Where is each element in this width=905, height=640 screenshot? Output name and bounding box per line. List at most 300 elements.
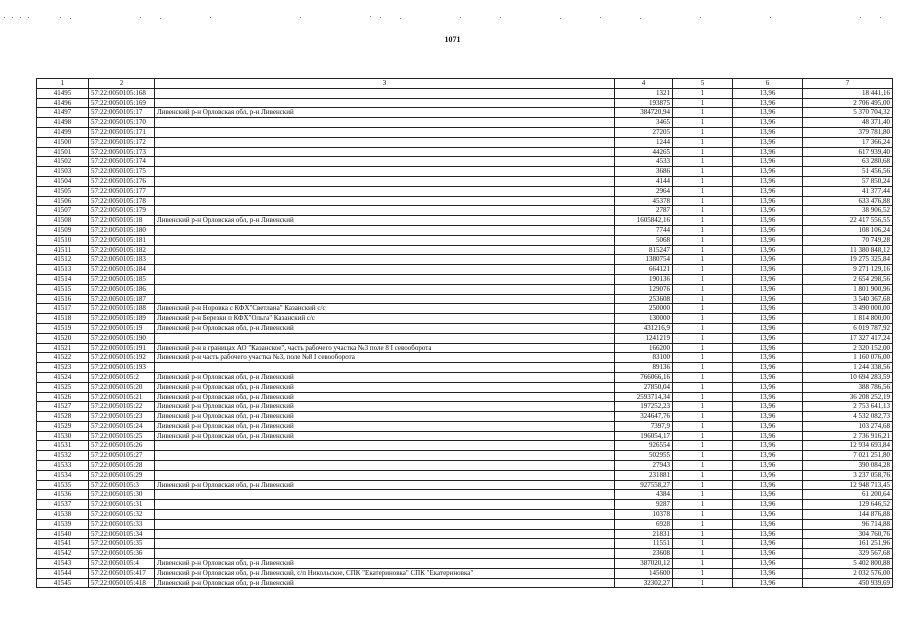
value-cell: 129 646,52 <box>803 500 893 510</box>
quantity-cell: 1 <box>673 304 733 314</box>
cadastral-number-cell: 57:22:0050105:35 <box>89 539 155 549</box>
area-cell: 45378 <box>615 196 673 206</box>
rate-cell: 13,96 <box>733 147 803 157</box>
row-number-cell: 41533 <box>37 461 89 471</box>
page-number: 1071 <box>444 35 461 44</box>
value-cell: 17 366,24 <box>803 137 893 147</box>
rate-cell: 13,96 <box>733 392 803 402</box>
area-cell: 253608 <box>615 294 673 304</box>
quantity-cell: 1 <box>673 206 733 216</box>
cadastral-number-cell: 57:22:0050105:28 <box>89 461 155 471</box>
table-row <box>37 304 893 314</box>
table-row <box>37 225 893 235</box>
cadastral-number-cell: 57:22:0050105:34 <box>89 529 155 539</box>
area-cell: 10378 <box>615 510 673 520</box>
address-cell: Ливенский р-н часть рабочего участка №3, поле №8 I севооборота <box>155 353 615 363</box>
quantity-cell: 1 <box>673 363 733 373</box>
table-row <box>37 500 893 510</box>
address-cell <box>155 274 615 284</box>
table-row <box>37 294 893 304</box>
rate-cell: 13,96 <box>733 363 803 373</box>
cadastral-number-cell: 57:22:0050105:172 <box>89 137 155 147</box>
rate-cell: 13,96 <box>733 314 803 324</box>
area-cell: 130000 <box>615 314 673 324</box>
area-cell: 190136 <box>615 274 673 284</box>
quantity-cell: 1 <box>673 127 733 137</box>
row-number-cell: 41503 <box>37 167 89 177</box>
row-number-cell: 41542 <box>37 549 89 559</box>
value-cell: 41 377,44 <box>803 186 893 196</box>
area-cell: 1605842,16 <box>615 216 673 226</box>
value-cell: 19 275 325,84 <box>803 255 893 265</box>
cadastral-number-cell: 57:22:0050105:176 <box>89 176 155 186</box>
quantity-cell: 1 <box>673 519 733 529</box>
rate-cell: 13,96 <box>733 421 803 431</box>
cadastral-number-cell: 57:22:0050105:178 <box>89 196 155 206</box>
area-cell: 6928 <box>615 519 673 529</box>
area-cell: 926554 <box>615 441 673 451</box>
quantity-cell: 1 <box>673 225 733 235</box>
table-row <box>37 392 893 402</box>
cadastral-number-cell: 57:22:0050105:180 <box>89 225 155 235</box>
rate-cell: 13,96 <box>733 323 803 333</box>
row-number-cell: 41515 <box>37 284 89 294</box>
rate-cell: 13,96 <box>733 441 803 451</box>
rate-cell: 13,96 <box>733 167 803 177</box>
quantity-cell: 1 <box>673 343 733 353</box>
rate-cell: 13,96 <box>733 304 803 314</box>
value-cell: 390 084,28 <box>803 461 893 471</box>
row-number-cell: 41538 <box>37 510 89 520</box>
row-number-cell: 41532 <box>37 451 89 461</box>
address-cell: Ливенский р-н Орловская обл, р-н Ливенский <box>155 108 615 118</box>
value-cell: 51 456,56 <box>803 167 893 177</box>
row-number-cell: 41509 <box>37 225 89 235</box>
cadastral-number-cell: 57:22:0050105:175 <box>89 167 155 177</box>
quantity-cell: 1 <box>673 314 733 324</box>
table-row <box>37 382 893 392</box>
table-row <box>37 559 893 569</box>
address-cell: Ливенский р-н Орловская обл, р-н Ливенский <box>155 323 615 333</box>
quantity-cell: 1 <box>673 108 733 118</box>
value-cell: 108 106,24 <box>803 225 893 235</box>
address-cell <box>155 176 615 186</box>
address-cell <box>155 510 615 520</box>
row-number-cell: 41520 <box>37 333 89 343</box>
value-cell: 12 934 693,84 <box>803 441 893 451</box>
cadastral-number-cell: 57:22:0050105:185 <box>89 274 155 284</box>
area-cell: 5068 <box>615 235 673 245</box>
table-row <box>37 441 893 451</box>
table-row <box>37 363 893 373</box>
cadastral-number-cell: 57:22:0050105:179 <box>89 206 155 216</box>
rate-cell: 13,96 <box>733 539 803 549</box>
table-row <box>37 245 893 255</box>
header-row <box>37 79 893 89</box>
row-number-cell: 41531 <box>37 441 89 451</box>
address-cell: Ливенский р-н Орловская обл, р-н Ливенский <box>155 382 615 392</box>
quantity-cell: 1 <box>673 441 733 451</box>
value-cell: 388 786,56 <box>803 382 893 392</box>
rate-cell: 13,96 <box>733 382 803 392</box>
area-cell: 32302,27 <box>615 578 673 588</box>
row-number-cell: 41513 <box>37 265 89 275</box>
value-cell: 103 274,68 <box>803 421 893 431</box>
table-row <box>37 529 893 539</box>
row-number-cell: 41530 <box>37 431 89 441</box>
value-cell: 2 654 298,56 <box>803 274 893 284</box>
quantity-cell: 1 <box>673 510 733 520</box>
cadastral-number-cell: 57:22:0050105:188 <box>89 304 155 314</box>
table-row <box>37 353 893 363</box>
cadastral-number-cell: 57:22:0050105:169 <box>89 98 155 108</box>
column-header: 4 <box>615 79 673 89</box>
value-cell: 11 380 848,12 <box>803 245 893 255</box>
quantity-cell: 1 <box>673 451 733 461</box>
area-cell: 193875 <box>615 98 673 108</box>
cadastral-number-cell: 57:22:0050105:183 <box>89 255 155 265</box>
table-row <box>37 578 893 588</box>
address-cell <box>155 470 615 480</box>
quantity-cell: 1 <box>673 461 733 471</box>
address-cell: Ливенский р-н Орловская обл, р-н Ливенский <box>155 392 615 402</box>
value-cell: 5 402 800,88 <box>803 559 893 569</box>
value-cell: 38 906,52 <box>803 206 893 216</box>
value-cell: 18 441,16 <box>803 88 893 98</box>
area-cell: 384720,94 <box>615 108 673 118</box>
scan-noise-dots <box>0 14 905 22</box>
cadastral-number-cell: 57:22:0050105:21 <box>89 392 155 402</box>
quantity-cell: 1 <box>673 333 733 343</box>
row-number-cell: 41506 <box>37 196 89 206</box>
cadastral-number-cell: 57:22:0050105:29 <box>89 470 155 480</box>
row-number-cell: 41511 <box>37 245 89 255</box>
quantity-cell: 1 <box>673 235 733 245</box>
cadastral-number-cell: 57:22:0050105:187 <box>89 294 155 304</box>
cadastral-number-cell: 57:22:0050105:32 <box>89 510 155 520</box>
address-cell <box>155 147 615 157</box>
area-cell: 3465 <box>615 118 673 128</box>
row-number-cell: 41504 <box>37 176 89 186</box>
quantity-cell: 1 <box>673 490 733 500</box>
area-cell: 145600 <box>615 568 673 578</box>
cadastral-number-cell: 57:22:0050105:170 <box>89 118 155 128</box>
value-cell: 4 532 082,73 <box>803 412 893 422</box>
cadastral-number-cell: 57:22:0050105:30 <box>89 490 155 500</box>
address-cell <box>155 235 615 245</box>
address-cell <box>155 363 615 373</box>
value-cell: 2 032 576,00 <box>803 568 893 578</box>
cadastral-number-cell: 57:22:0050105:174 <box>89 157 155 167</box>
table-row <box>37 333 893 343</box>
area-cell: 166200 <box>615 343 673 353</box>
row-number-cell: 41537 <box>37 500 89 510</box>
rate-cell: 13,96 <box>733 157 803 167</box>
area-cell: 7397,9 <box>615 421 673 431</box>
table-row <box>37 549 893 559</box>
rate-cell: 13,96 <box>733 412 803 422</box>
table-row <box>37 216 893 226</box>
area-cell: 2964 <box>615 186 673 196</box>
quantity-cell: 1 <box>673 568 733 578</box>
row-number-cell: 41495 <box>37 88 89 98</box>
value-cell: 36 208 252,19 <box>803 392 893 402</box>
area-cell: 9287 <box>615 500 673 510</box>
address-cell <box>155 118 615 128</box>
area-cell: 766066,16 <box>615 372 673 382</box>
value-cell: 96 714,88 <box>803 519 893 529</box>
rate-cell: 13,96 <box>733 216 803 226</box>
address-cell <box>155 196 615 206</box>
rate-cell: 13,96 <box>733 431 803 441</box>
quantity-cell: 1 <box>673 284 733 294</box>
value-cell: 12 948 713,45 <box>803 480 893 490</box>
quantity-cell: 1 <box>673 578 733 588</box>
cadastral-number-cell: 57:22:0050105:19 <box>89 323 155 333</box>
table-row <box>37 314 893 324</box>
row-number-cell: 41518 <box>37 314 89 324</box>
quantity-cell: 1 <box>673 147 733 157</box>
address-cell <box>155 157 615 167</box>
table-row <box>37 157 893 167</box>
value-cell: 70 749,28 <box>803 235 893 245</box>
address-cell <box>155 284 615 294</box>
rate-cell: 13,96 <box>733 284 803 294</box>
area-cell: 27943 <box>615 461 673 471</box>
area-cell: 927558,27 <box>615 480 673 490</box>
column-header: 6 <box>733 79 803 89</box>
value-cell: 1 160 076,00 <box>803 353 893 363</box>
area-cell: 197252,23 <box>615 402 673 412</box>
cadastral-number-cell: 57:22:0050105:192 <box>89 353 155 363</box>
area-cell: 23608 <box>615 549 673 559</box>
table-row <box>37 265 893 275</box>
rate-cell: 13,96 <box>733 176 803 186</box>
rate-cell: 13,96 <box>733 480 803 490</box>
quantity-cell: 1 <box>673 137 733 147</box>
row-number-cell: 41529 <box>37 421 89 431</box>
address-cell <box>155 451 615 461</box>
quantity-cell: 1 <box>673 216 733 226</box>
row-number-cell: 41523 <box>37 363 89 373</box>
row-number-cell: 41517 <box>37 304 89 314</box>
address-cell <box>155 461 615 471</box>
row-number-cell: 41535 <box>37 480 89 490</box>
row-number-cell: 41540 <box>37 529 89 539</box>
rate-cell: 13,96 <box>733 500 803 510</box>
cadastral-number-cell: 57:22:0050105:18 <box>89 216 155 226</box>
address-cell <box>155 88 615 98</box>
column-header: 2 <box>89 79 155 89</box>
rate-cell: 13,96 <box>733 372 803 382</box>
cadastral-number-cell: 57:22:0050105:191 <box>89 343 155 353</box>
address-cell: Ливенский р-н Орловская обл, р-н Ливенский, с/п Никольское, СПК "Екатериновка" СПК "Екатериновка" <box>155 568 615 578</box>
area-cell: 83100 <box>615 353 673 363</box>
address-cell: Ливенский р-н Орловская обл, р-н Ливенский <box>155 402 615 412</box>
row-number-cell: 41528 <box>37 412 89 422</box>
rate-cell: 13,96 <box>733 402 803 412</box>
table-row <box>37 431 893 441</box>
row-number-cell: 41525 <box>37 382 89 392</box>
value-cell: 3 540 367,68 <box>803 294 893 304</box>
rate-cell: 13,96 <box>733 461 803 471</box>
value-cell: 9 271 129,16 <box>803 265 893 275</box>
row-number-cell: 41512 <box>37 255 89 265</box>
address-cell <box>155 441 615 451</box>
value-cell: 48 371,40 <box>803 118 893 128</box>
table-row <box>37 461 893 471</box>
rate-cell: 13,96 <box>733 225 803 235</box>
area-cell: 11551 <box>615 539 673 549</box>
rate-cell: 13,96 <box>733 510 803 520</box>
address-cell <box>155 225 615 235</box>
quantity-cell: 1 <box>673 559 733 569</box>
value-cell: 617 939,40 <box>803 147 893 157</box>
table-row <box>37 402 893 412</box>
quantity-cell: 1 <box>673 274 733 284</box>
area-cell: 3686 <box>615 167 673 177</box>
table-body <box>37 88 893 588</box>
row-number-cell: 41541 <box>37 539 89 549</box>
cadastral-number-cell: 57:22:0050105:186 <box>89 284 155 294</box>
area-cell: 1380754 <box>615 255 673 265</box>
cadastral-number-cell: 57:22:0050105:168 <box>89 88 155 98</box>
quantity-cell: 1 <box>673 421 733 431</box>
rate-cell: 13,96 <box>733 294 803 304</box>
area-cell: 89136 <box>615 363 673 373</box>
row-number-cell: 41502 <box>37 157 89 167</box>
row-number-cell: 41510 <box>37 235 89 245</box>
area-cell: 324647,76 <box>615 412 673 422</box>
area-cell: 250000 <box>615 304 673 314</box>
table-row <box>37 108 893 118</box>
area-cell: 27205 <box>615 127 673 137</box>
quantity-cell: 1 <box>673 402 733 412</box>
table-row <box>37 421 893 431</box>
row-number-cell: 41496 <box>37 98 89 108</box>
value-cell: 1 801 900,96 <box>803 284 893 294</box>
rate-cell: 13,96 <box>733 549 803 559</box>
rate-cell: 13,96 <box>733 127 803 137</box>
cadastral-number-cell: 57:22:0050105:17 <box>89 108 155 118</box>
cadastral-number-cell: 57:22:0050105:20 <box>89 382 155 392</box>
row-number-cell: 41516 <box>37 294 89 304</box>
rate-cell: 13,96 <box>733 196 803 206</box>
address-cell: Ливенский р-н Орловская обл, р-н Ливенский <box>155 559 615 569</box>
table-row <box>37 343 893 353</box>
row-number-cell: 41545 <box>37 578 89 588</box>
value-cell: 6 019 787,92 <box>803 323 893 333</box>
table-row <box>37 323 893 333</box>
row-number-cell: 41499 <box>37 127 89 137</box>
area-cell: 4533 <box>615 157 673 167</box>
address-cell <box>155 333 615 343</box>
rate-cell: 13,96 <box>733 559 803 569</box>
rate-cell: 13,96 <box>733 186 803 196</box>
area-cell: 1244 <box>615 137 673 147</box>
value-cell: 2 320 152,00 <box>803 343 893 353</box>
quantity-cell: 1 <box>673 353 733 363</box>
cadastral-table <box>36 78 893 588</box>
table-row <box>37 118 893 128</box>
row-number-cell: 41527 <box>37 402 89 412</box>
cadastral-number-cell: 57:22:0050105:26 <box>89 441 155 451</box>
quantity-cell: 1 <box>673 470 733 480</box>
rate-cell: 13,96 <box>733 470 803 480</box>
table-row <box>37 519 893 529</box>
rate-cell: 13,96 <box>733 206 803 216</box>
cadastral-number-cell: 57:22:0050105:24 <box>89 421 155 431</box>
row-number-cell: 41505 <box>37 186 89 196</box>
value-cell: 1 814 800,00 <box>803 314 893 324</box>
quantity-cell: 1 <box>673 382 733 392</box>
cadastral-number-cell: 57:22:0050105:36 <box>89 549 155 559</box>
area-cell: 664121 <box>615 265 673 275</box>
table-row <box>37 470 893 480</box>
cadastral-number-cell: 57:22:0050105:2 <box>89 372 155 382</box>
value-cell: 450 939,69 <box>803 578 893 588</box>
value-cell: 3 490 000,00 <box>803 304 893 314</box>
cadastral-number-cell: 57:22:0050105:418 <box>89 578 155 588</box>
row-number-cell: 41521 <box>37 343 89 353</box>
quantity-cell: 1 <box>673 245 733 255</box>
rate-cell: 13,96 <box>733 451 803 461</box>
address-cell: Ливенский р-н Орловская обл, р-н Ливенский <box>155 480 615 490</box>
rate-cell: 13,96 <box>733 118 803 128</box>
cadastral-number-cell: 57:22:0050105:189 <box>89 314 155 324</box>
row-number-cell: 41534 <box>37 470 89 480</box>
row-number-cell: 41514 <box>37 274 89 284</box>
quantity-cell: 1 <box>673 412 733 422</box>
table-row <box>37 167 893 177</box>
area-cell: 502955 <box>615 451 673 461</box>
address-cell: Ливенский р-н Орловская обл, р-н Ливенский <box>155 431 615 441</box>
row-number-cell: 41544 <box>37 568 89 578</box>
table-row <box>37 176 893 186</box>
address-cell: Ливенский р-н Норовка с КФХ"Светлана" Казанский с/с <box>155 304 615 314</box>
row-number-cell: 41522 <box>37 353 89 363</box>
rate-cell: 13,96 <box>733 568 803 578</box>
area-cell: 387020,12 <box>615 559 673 569</box>
address-cell <box>155 539 615 549</box>
rate-cell: 13,96 <box>733 98 803 108</box>
area-cell: 431216,9 <box>615 323 673 333</box>
cadastral-number-cell: 57:22:0050105:27 <box>89 451 155 461</box>
area-cell: 1241219 <box>615 333 673 343</box>
column-header: 1 <box>37 79 89 89</box>
address-cell <box>155 245 615 255</box>
cadastral-number-cell: 57:22:0050105:182 <box>89 245 155 255</box>
row-number-cell: 41498 <box>37 118 89 128</box>
rate-cell: 13,96 <box>733 265 803 275</box>
value-cell: 7 021 251,80 <box>803 451 893 461</box>
address-cell: Ливенский р-н Орловская обл, р-н Ливенский <box>155 216 615 226</box>
quantity-cell: 1 <box>673 480 733 490</box>
value-cell: 161 251,96 <box>803 539 893 549</box>
cadastral-number-cell: 57:22:0050105:3 <box>89 480 155 490</box>
row-number-cell: 41507 <box>37 206 89 216</box>
address-cell <box>155 490 615 500</box>
quantity-cell: 1 <box>673 323 733 333</box>
address-cell: Ливенский р-н Орловская обл, р-н Ливенский <box>155 578 615 588</box>
address-cell <box>155 167 615 177</box>
area-cell: 231881 <box>615 470 673 480</box>
rate-cell: 13,96 <box>733 255 803 265</box>
area-cell: 4144 <box>615 176 673 186</box>
quantity-cell: 1 <box>673 372 733 382</box>
value-cell: 10 694 283,59 <box>803 372 893 382</box>
table-row <box>37 235 893 245</box>
